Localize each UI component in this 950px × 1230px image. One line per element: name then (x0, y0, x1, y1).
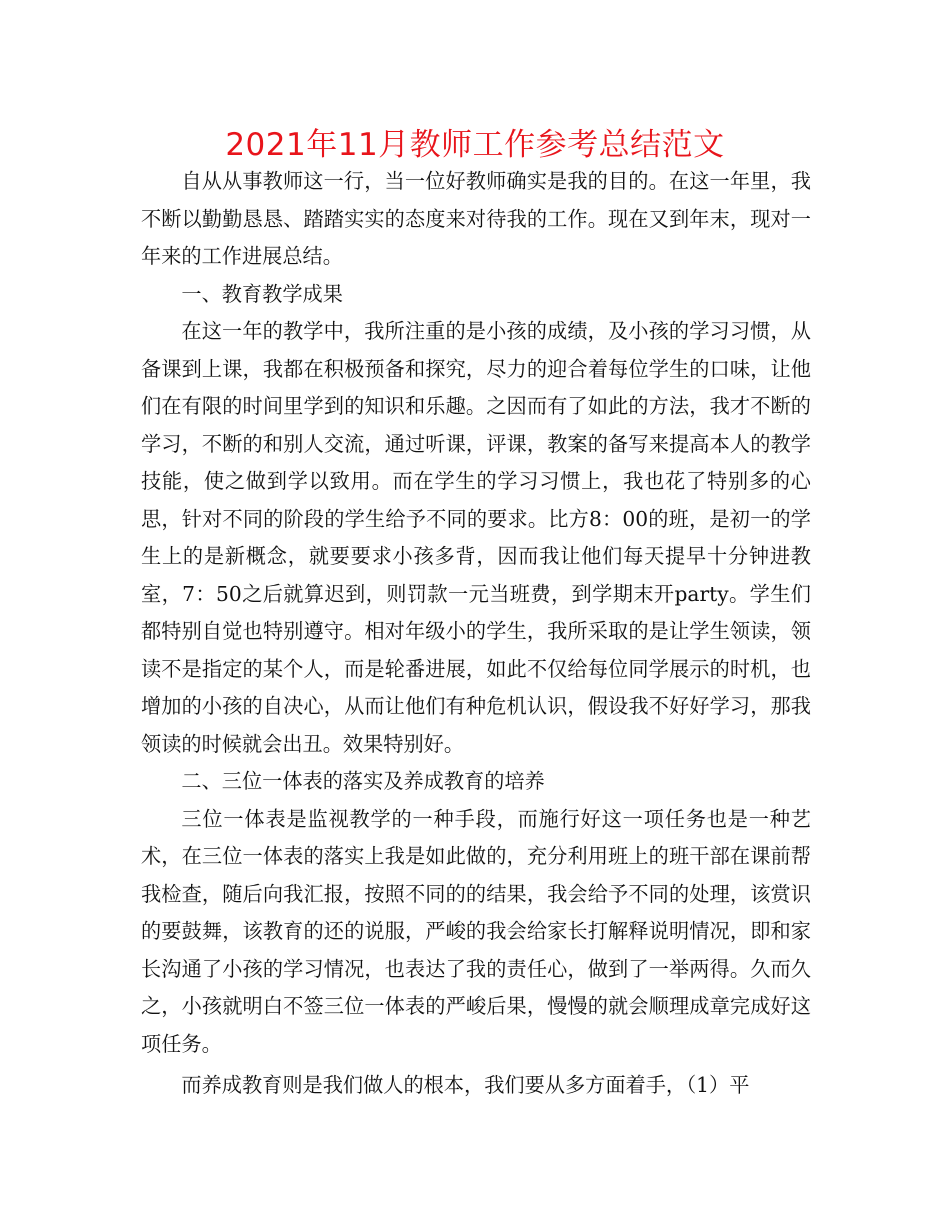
paragraph-three-in-one: 三位一体表是监视教学的一种手段，而施行好这一项任务也是一种艺术，在三位一体表的落实上我是如此做的，充分利用班上的班干部在课前帮我检查，随后向我汇报，按照不同的的结果，我会给予不同的处理，该赏识的要鼓舞，该教育的还的说服，严峻的我会给家长打解释说明情况，即和家长沟通了小孩的学习情况，也表达了我的责任心，做到了一举两得。久而久之，小孩就明白不签三位一体表的严峻后果，慢慢的就会顺理成章完成好这项任务。 (141, 806, 811, 1056)
document-body (141, 163, 811, 1105)
paragraph-intro: 自从从事教师这一行，当一位好教师确实是我的目的。在这一年里，我不断以勤勤恳恳、踏踏实实的态度来对待我的工作。现在又到年末，现对一年来的工作进展总结。 (141, 169, 811, 268)
paragraph-habit-education: 而养成教育则是我们做人的根本，我们要从多方面着手，（1）平 (181, 1073, 750, 1097)
paragraph-teaching-results: 在这一年的教学中，我所注重的是小孩的成绩，及小孩的学习习惯，从备课到上课，我都在积极预备和探究，尽力的迎合着每位学生的口味，让他们在有限的时间里学到的知识和乐趣。之因而有了如此的方法，我才不断的学习，不断的和别人交流，通过听课，评课，教案的备写来提高本人的教学技能，使之做到学以致用。而在学生的学习习惯上，我也花了特别多的心思，针对不同的阶段的学生给予不同的要求。比方8：00的班，是初一的学生上的是新概念，就要要求小孩多背，因而我让他们每天提早十分钟进教室，7：50之后就算迟到，则罚款一元当班费，到学期末开party。学生们都特别自觉也特别遵守。相对年级小的学生，我所采取的是让学生领读，领读不是指定的某个人，而是轮番进展，如此不仅给每位同学展示的时机，也增加的小孩的自决心，从而让他们有种危机认识，假设我不好好学习，那我领读的时候就会出丑。效果特别好。 (141, 319, 811, 756)
document-title: 2021年11月教师工作参考总结范文 (225, 127, 725, 163)
section-heading-1: 一、教育教学成果 (181, 281, 343, 306)
section-heading-2: 二、三位一体表的落实及养成教育的培养 (181, 769, 545, 793)
